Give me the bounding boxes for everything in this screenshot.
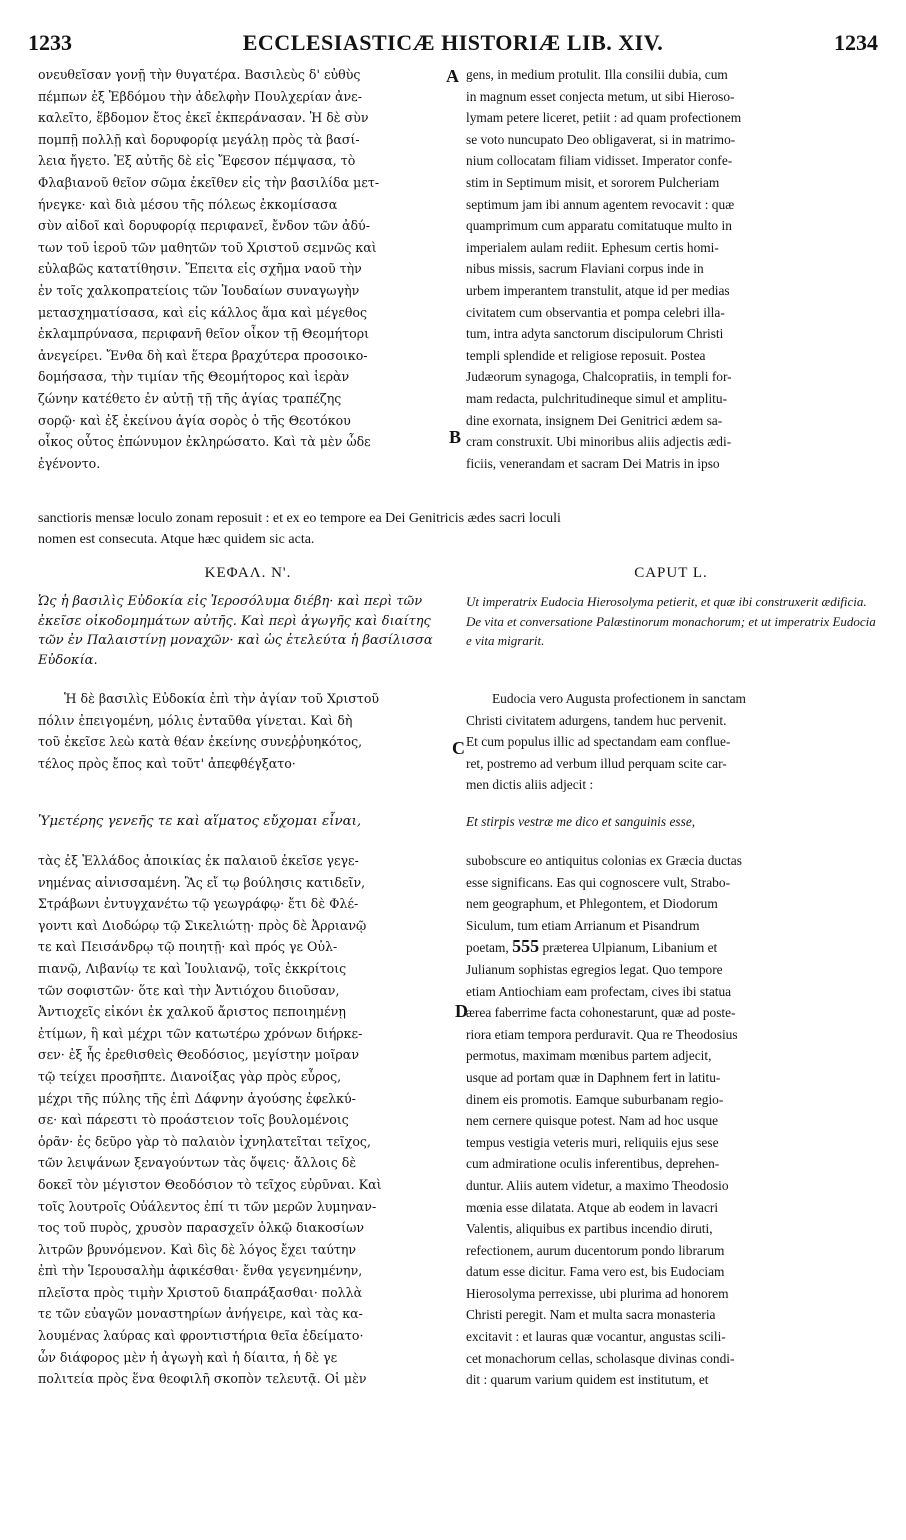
text-line: ὁρᾶν· ἐς δεῦρο γὰρ τὸ παλαιὸν ἰχνηλατεῖται τεῖχος, <box>38 1133 371 1149</box>
text-line: Ἀντιοχεῖς εἰκόνι ἐκ χαλκοῦ ἄριστος πεποιημένῃ <box>38 1004 346 1020</box>
text-line: ærea faberrime facta cohonestarunt, quæ ad poste- <box>466 1005 736 1021</box>
text-line: ἐκλαμπρύνασα, περιφανῆ θεῖον οἶκον τῇ Θεομήτορι <box>38 326 370 342</box>
text-line: σορῷ· καὶ ἐξ ἐκείνου ἁγία σορὸς ὁ τῆς Θεοτόκου <box>38 412 351 428</box>
text-line: mœnia esse dilatata. Atque ab eodem in lavacri <box>466 1199 719 1215</box>
text-line: τέλος πρὸς ἔπος καὶ τοῦτ' ἀπεφθέγξατο· <box>38 755 296 771</box>
text-line: etiam Antiochiam eam profectam, cives ibi statua <box>466 983 732 999</box>
latin-column-top <box>466 64 876 474</box>
section-marker-c: C <box>452 738 465 758</box>
text-line: cum admiratione oculis inferentibus, deprehen- <box>466 1156 720 1172</box>
text-line: cram construxit. Ubi minoribus aliis adjectis ædi- <box>466 434 732 450</box>
text-line: quamprimum cum apparatu comitatuque multo in <box>466 218 732 234</box>
text-line: πομπῇ πολλῇ καὶ δορυφορίᾳ μεγάλῃ πρὸς τὰ βασί- <box>38 131 360 147</box>
text-line: μέχρι τῆς πύλης τῆς ἐπὶ Δάφνην ἀγούσης ἐφελκύ- <box>38 1090 356 1106</box>
text-line: καλεῖτο, ἕβδομον ἔτος ἐκεῖ ἐκπεράνασαν. Ἡ δὲ σὺν <box>38 110 369 126</box>
original-page-number: 555 <box>512 936 540 957</box>
text-line: imperialem aulam rediit. Ephesum certis homi- <box>466 239 719 255</box>
greek-column-top <box>38 64 458 474</box>
text-line: nem geographum, et Phlegontem, et Diodorum <box>466 896 718 912</box>
text-line: Φλαβιανοῦ θεῖον σῶμα ἐκεῖθεν εἰς τὴν βασιλίδα μετ- <box>38 174 380 190</box>
text-line: excitavit : et lauras quæ vocantur, angustas scili- <box>466 1329 726 1345</box>
text-line: σὺν αἰδοῖ καὶ δορυφορίᾳ περιφανεῖ, ἔνδον τῶν ἀδύ- <box>38 218 370 234</box>
text-line: Siculum, tum etiam Arrianum et Pisandrum <box>466 917 700 933</box>
text-line: τοῦ ἐκεῖσε λεὼ κατὰ θέαν ἐκείνης συνεῤῥυηκότος, <box>38 734 363 750</box>
text-line: civitatem cum observantia et pompa celebri illa- <box>466 304 725 320</box>
text-segment: poetam, <box>466 940 509 956</box>
text-line: πέμπων ἐξ Ἑβδόμου τὴν ἀδελφὴν Πουλχερίαν ἀνε- <box>38 88 362 104</box>
latin-body-rest <box>466 959 876 1391</box>
text-line: lymam petere liceret, petiit : ad quam profectionem <box>466 110 742 126</box>
text-line: γοντι καὶ Διοδώρῳ τῷ Σικελιώτῃ· πρὸς δὲ Ἀρριανῷ <box>38 917 367 933</box>
text-line: stim in Septimum misit, et sororem Pulcheriam <box>466 174 720 190</box>
section-marker-b: B <box>449 427 462 447</box>
text-line: πλεῖστα πρὸς τιμὴν Χριστοῦ διαπράξασθαι· πολλὰ <box>38 1284 363 1300</box>
text-line: nem cernere quisque potest. Nam ad hoc usque <box>466 1113 719 1129</box>
text-line: dinem eis promotis. Eamque suburbanam regio- <box>466 1091 724 1107</box>
text-line: nibus missis, sacrum Flaviani corpus inde in <box>466 261 704 277</box>
text-line: Στράβωνι ἐντυγχανέτω τῷ γεωγράφῳ· ἔτι δὲ Φλέ- <box>38 896 359 912</box>
text-line: Valentis, aliquibus ex partibus incendio diruti, <box>466 1221 713 1237</box>
text-line: subobscure eo antiquitus colonias ex Græcia ductas <box>466 853 742 868</box>
text-line: σεν· ἐξ ἧς ἐρεθισθεὶς Θεοδόσιος, μεγίστην μοῖραν <box>38 1047 359 1063</box>
page-number-right: 1234 <box>834 30 878 55</box>
page-number-left: 1233 <box>28 30 72 55</box>
text-line: mam redacta, pulchritudineque simul et amplitu- <box>466 390 728 406</box>
text-line: sanctioris mensæ loculo zonam reposuit : et ex eo tempore ea Dei Genitricis ædes sacri loculi <box>38 511 561 526</box>
text-line: Julianum sophistas egregios legat. Quo tempore <box>466 961 723 977</box>
text-line: ζώνην κατέθετο ἐν αὐτῇ τῇ τῆς ἁγίας τραπέζης <box>38 390 342 406</box>
text-line: πιανῷ, Λιβανίῳ τε καὶ Ἰουλιανῷ, τοῖς ἐκκρίτοις <box>38 960 347 976</box>
text-line: λιτρῶν βρυνόμενον. Καὶ δὶς δὲ λόγος ἔχει ταύτην <box>38 1241 357 1257</box>
text-line: νημένας αἰνισσαμένη. Ἃς εἴ τῳ βούλησις κατιδεῖν, <box>38 874 366 890</box>
intro-greek <box>38 688 458 774</box>
text-line: duntur. Aliis autem videtur, a maximo Theodosio <box>466 1177 729 1193</box>
chapter-summary-greek: Ὡς ἡ βασιλὶς Εὐδοκία εἰς Ἱεροσόλυμα διέβη· καὶ περὶ τῶν ἐκεῖσε οἰκοδομημάτων αὐτῆς. Καὶ περὶ ἀγωγῆς καὶ διαίτης τῶν ἐν Παλαιστίνῃ μοναχῶν· καὶ ὡς ἐτελεύτα ἡ βασίλισσα Εὐδοκία. <box>38 594 433 668</box>
text-line: Christi civitatem adurgens, tandem huc pervenit. <box>466 712 727 728</box>
text-line: τὰς ἐξ Ἑλλάδος ἀποικίας ἐκ παλαιοῦ ἐκεῖσε γεγε- <box>38 853 359 868</box>
text-line: Ἡ δὲ βασιλὶς Εὐδοκία ἐπὶ τὴν ἁγίαν τοῦ Χριστοῦ <box>64 691 380 706</box>
text-line: λουμένας λαύρας καὶ φροντιστήρια θεῖα ἐδείματο· <box>38 1328 364 1344</box>
running-title: ECCLESIASTICÆ HISTORIÆ LIB. XIV. <box>242 30 664 55</box>
text-line: δομήσασα, τὴν τιμίαν τῆς Θεομήτορος καὶ ἱερὰν <box>38 369 350 385</box>
text-line: refectionem, aurum ducentorum pondo librarum <box>466 1242 725 1258</box>
text-line: Hierosolyma perrexisse, ubi plurima ad honorem <box>466 1285 729 1301</box>
text-line: Et cum populus illic ad spectandam eam conflue- <box>466 734 731 750</box>
text-line: ret, postremo ad verbum illud perquam scite car- <box>466 755 727 771</box>
text-line: τῶν σοφιστῶν· ὅτε καὶ τὴν Ἀντιόχου διιοῦσαν, <box>38 982 340 998</box>
text-line: τῶν λειψάνων ξεναγούντων τὰς ὄψεις· ἄλλοις δὲ <box>38 1155 357 1171</box>
text-line: ἐτίμων, ἣ καὶ μέχρι τῶν κατωτέρω χρόνων διήρκε- <box>38 1025 363 1041</box>
text-line: τε καὶ Πεισάνδρῳ τῷ ποιητῇ· καὶ πρός γε Οὐλ- <box>38 939 338 955</box>
text-line: usque ad portam quæ in Daphnem fert in latitu- <box>466 1069 721 1085</box>
text-line: ὧν διάφορος μὲν ἡ ἀγωγὴ καὶ ἡ δίαιτα, ἡ δὲ γε <box>38 1349 338 1365</box>
latin-column-body <box>466 850 876 1391</box>
text-line: tempus vestigia veteris muri, reliquiis ejus sese <box>466 1134 719 1150</box>
text-line: τε τῶν εὐαγῶν μοναστηρίων ἀνήγειρε, καὶ τὰς κα- <box>38 1306 363 1322</box>
text-line: πόλιν ἐπειγομένη, μόλις ἐνταῦθα γίνεται. Καὶ δὴ <box>38 712 353 728</box>
text-line: tum, intra adyta sanctorum discipulorum Christi <box>466 326 724 342</box>
text-line: ἀνεγείρει. Ἔνθα δὴ καὶ ἕτερα βραχύτερα προσοικο- <box>38 347 368 363</box>
verse-quote-latin: Et stirpis vestræ me dico et sanguinis esse, <box>466 814 696 829</box>
text-line: ήνεγκε· καὶ διὰ μέσου τῆς πόλεως ἐκκομίσασα <box>38 196 338 212</box>
text-line: men dictis aliis adjecit : <box>466 777 594 793</box>
intro-latin <box>466 688 876 796</box>
text-line: septimum jam ibi annum agentem revocavit : quæ <box>466 196 735 212</box>
text-line: λεια ἤγετο. Ἐξ αὐτῆς δὲ εἰς Ἔφεσον πέμψασα, τὸ <box>38 153 356 169</box>
text-line: dine exornata, insignem Dei Genitrici ædem sa- <box>466 412 723 428</box>
text-line: gens, in medium protulit. Illa consilii dubia, cum <box>466 67 728 82</box>
section-marker-a: A <box>446 66 459 86</box>
text-line: Christi peregit. Nam et multa sacra monasteria <box>466 1307 716 1323</box>
text-line: σε· καὶ πάρεστι τὸ προάστειον τοῖς βουλομένοις <box>38 1112 349 1128</box>
text-segment: præterea Ulpianum, Libanium et <box>542 940 718 956</box>
text-line: τος τοῦ πυρὸς, χρυσὸν παρασχεῖν ὁλκῷ διακοσίων <box>38 1220 365 1236</box>
text-line: in magnum esset conjecta metum, ut sibi Hieroso- <box>466 88 735 104</box>
text-line: urbem imperantem transtulit, atque id per medias <box>466 282 730 298</box>
verse-quote-greek: Ὑμετέρης γενεῆς τε καὶ αἵματος εὔχομαι εἶναι, <box>38 814 362 829</box>
chapter-summary-latin: Ut imperatrix Eudocia Hierosolyma petierit, et quæ ibi construxerit ædificia. De vita et conversatione Palæstinorum monachorum; et ut imperatrix Eudocia e vita migrarit. <box>466 594 876 648</box>
text-line: dit : quarum varium quidem est institutum, et <box>466 1372 709 1388</box>
text-line: μετασχηματίσασα, καὶ εἰς κάλλος ἅμα καὶ μέγεθος <box>38 304 368 320</box>
text-line: datum esse dicitur. Fama vero est, bis Eudociam <box>466 1264 725 1280</box>
text-line: cet monachorum cellas, scholasque divinas condi- <box>466 1350 735 1366</box>
text-line: ἐγένοντο. <box>38 455 101 471</box>
text-line: se voto nuncupato Deo obligaverat, si in matrimo- <box>466 131 736 147</box>
text-line: εὐλαβῶς κατατίθησιν. Ἔπειτα εἰς σχῆμα ναοῦ τὴν <box>38 261 362 277</box>
text-line: τοῖς λουτροῖς Οὐάλεντος ἐπί τι τῶν μερῶν λυμηναν- <box>38 1198 377 1214</box>
page-header <box>28 30 878 58</box>
text-line: πολιτεία πρὸς ἕνα θεοφιλῆ σκοπὸν τελευτᾷ. Οἱ μὲν <box>38 1371 367 1387</box>
text-line: ἐπὶ τὴν Ἱερουσαλὴμ ἀφικέσθαι· ἔνθα γεγενημένην, <box>38 1263 363 1279</box>
full-width-paragraph <box>38 508 878 550</box>
text-line: permotus, maximam mœnibus partem adjecit, <box>466 1048 712 1064</box>
text-line: ονευθεῖσαν γονῇ τὴν θυγατέρα. Βασιλεὺς δ' εὐθὺς <box>38 67 361 82</box>
text-line: ἐν τοῖς χαλκοπρατείοις τῶν Ἰουδαίων συναγωγὴν <box>38 282 360 298</box>
chapter-heading-latin: CAPUT L. <box>634 565 708 581</box>
greek-column-body <box>38 850 458 1390</box>
section-marker-d: D <box>455 1001 468 1021</box>
text-line: των τοῦ ἱεροῦ τῶν μαθητῶν τοῦ Χριστοῦ σεμνῶς καὶ <box>38 239 377 255</box>
text-line: Judæorum synagoga, Chalcopratiis, in templi for- <box>466 369 732 385</box>
text-line: τῷ τείχει προσῆπτε. Διανοίξας γὰρ πρὸς εὖρος, <box>38 1068 342 1084</box>
text-line: Eudocia vero Augusta profectionem in sanctam <box>492 691 746 706</box>
text-line: nomen est consecuta. Atque hæc quidem sic acta. <box>38 532 315 547</box>
text-line: δοκεῖ τὸν μέγιστον Θεοδόσιον τὸ τεῖχος εὐρῦναι. Καὶ <box>38 1176 382 1192</box>
text-line <box>466 936 876 959</box>
text-line: nium collocatam filiam vidisset. Imperator confe- <box>466 153 733 169</box>
text-line: esse significans. Eas qui cognoscere vult, Strabo- <box>466 874 731 890</box>
text-line: ficiis, venerandam et sacram Dei Matris in ipso <box>466 455 720 471</box>
chapter-heading-greek: ΚΕΦΑΛ. Ν'. <box>204 565 292 581</box>
text-line: οἶκος οὗτος ἐπώνυμον ἐκληρώσατο. Καὶ τὰ μὲν ὧδε <box>38 434 371 450</box>
text-line: templi splendide et religiose reposuit. Postea <box>466 347 706 363</box>
text-line: riora etiam tempora perduravit. Qua re Theodosius <box>466 1026 738 1042</box>
